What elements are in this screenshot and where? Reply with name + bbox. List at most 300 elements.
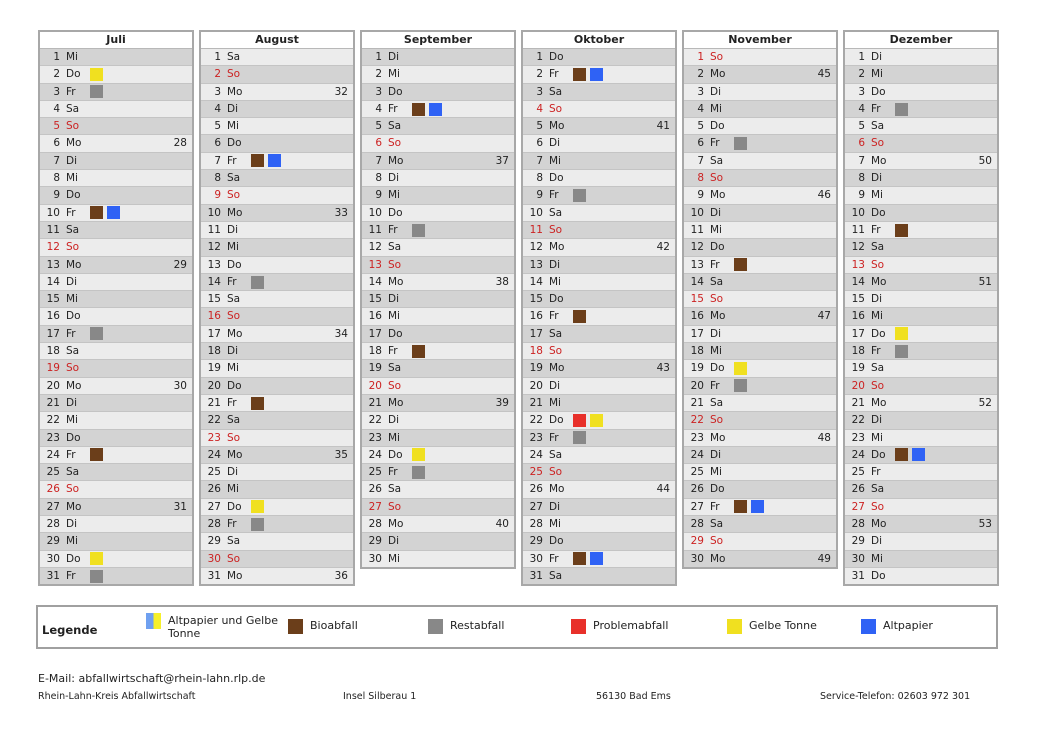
week-number: 45 <box>817 68 831 81</box>
day-row <box>201 343 353 360</box>
day-number: 25 <box>368 466 382 479</box>
day-row <box>40 222 192 239</box>
day-row <box>201 101 353 118</box>
day-row <box>40 135 192 152</box>
day-row <box>684 153 836 170</box>
weekday: Mo <box>388 154 404 167</box>
day-number: 12 <box>529 241 543 254</box>
week-number: 42 <box>656 241 670 254</box>
day-number: 17 <box>207 327 221 340</box>
day-number: 18 <box>368 345 382 358</box>
bio-marker-icon <box>573 310 586 323</box>
legend <box>36 605 998 649</box>
day-number: 27 <box>368 500 382 513</box>
weekday: Mi <box>871 431 883 444</box>
day-number: 3 <box>697 85 704 98</box>
day-row <box>684 516 836 533</box>
day-number: 26 <box>46 483 60 496</box>
day-number: 4 <box>53 102 60 115</box>
weekday: Mi <box>227 120 239 133</box>
weekday: Do <box>66 189 81 202</box>
day-number: 29 <box>851 535 865 548</box>
day-number: 4 <box>697 102 704 115</box>
weekday: Fr <box>710 379 720 392</box>
pickup-markers <box>734 137 747 150</box>
day-row <box>40 395 192 412</box>
day-row <box>40 447 192 464</box>
legend-label: Altpapier und Gelbe Tonne <box>168 614 278 640</box>
day-row <box>684 135 836 152</box>
day-number: 13 <box>46 258 60 271</box>
day-row <box>523 378 675 395</box>
rest-marker-icon <box>573 189 586 202</box>
weekday: Mi <box>66 51 78 63</box>
day-row <box>362 101 514 118</box>
day-row <box>523 499 675 516</box>
day-number: 11 <box>368 223 382 236</box>
pickup-markers <box>251 397 264 410</box>
legend-label: Gelbe Tonne <box>749 619 817 632</box>
day-number: 5 <box>375 120 382 133</box>
day-row <box>362 343 514 360</box>
day-number: 21 <box>690 396 704 409</box>
day-row <box>201 326 353 343</box>
day-number: 15 <box>851 293 865 306</box>
bio-marker-icon <box>251 397 264 410</box>
weekday: Mo <box>388 275 404 288</box>
day-row <box>40 118 192 135</box>
day-row <box>684 343 836 360</box>
weekday: Do <box>388 327 403 340</box>
day-row <box>845 412 997 429</box>
day-row <box>201 412 353 429</box>
weekday: Sa <box>549 206 563 219</box>
week-number: 43 <box>656 362 670 375</box>
day-number: 13 <box>368 258 382 271</box>
weekday: Fr <box>710 258 720 271</box>
day-row <box>40 308 192 325</box>
day-row <box>362 274 514 291</box>
weekday: Sa <box>66 102 80 115</box>
day-number: 4 <box>858 102 865 115</box>
bio-marker-icon <box>895 448 908 461</box>
weekday: Sa <box>227 535 241 548</box>
week-number: 47 <box>817 310 831 323</box>
day-number: 27 <box>851 500 865 513</box>
weekday: Mi <box>66 535 78 548</box>
day-row <box>201 551 353 568</box>
weekday: Do <box>871 569 886 582</box>
day-row <box>201 170 353 187</box>
day-row <box>684 291 836 308</box>
day-row <box>201 222 353 239</box>
weekday: Fr <box>871 102 881 115</box>
pickup-markers <box>90 552 103 565</box>
legend-item-gelbe-tonne <box>727 619 817 634</box>
pickup-markers <box>573 68 603 81</box>
day-row <box>523 326 675 343</box>
papier-marker-icon <box>590 552 603 565</box>
weekday: Mi <box>549 518 561 531</box>
brown-swatch-icon <box>288 619 303 634</box>
papier-marker-icon <box>268 154 281 167</box>
weekday: Mi <box>710 102 722 115</box>
day-number: 31 <box>46 569 60 582</box>
day-row <box>40 326 192 343</box>
day-row <box>201 533 353 550</box>
day-number: 23 <box>851 431 865 444</box>
weekday: Mi <box>549 154 561 167</box>
day-number: 17 <box>529 327 543 340</box>
day-row <box>845 447 997 464</box>
day-number: 6 <box>53 137 60 150</box>
day-number: 18 <box>207 345 221 358</box>
rest-marker-icon <box>90 85 103 98</box>
weekday: So <box>871 137 885 150</box>
weekday: Do <box>66 431 81 444</box>
day-row <box>845 308 997 325</box>
day-row <box>684 326 836 343</box>
day-number: 6 <box>214 137 221 150</box>
day-row <box>523 481 675 498</box>
day-number: 28 <box>851 518 865 531</box>
day-row <box>523 430 675 447</box>
bio-marker-icon <box>573 552 586 565</box>
pickup-markers <box>734 258 747 271</box>
day-number: 26 <box>851 483 865 496</box>
pickup-markers <box>412 466 425 479</box>
day-number: 3 <box>858 85 865 98</box>
day-number: 16 <box>46 310 60 323</box>
day-row <box>362 499 514 516</box>
week-number: 36 <box>334 569 348 582</box>
weekday: Mi <box>227 483 239 496</box>
week-number: 48 <box>817 431 831 444</box>
footer-street: Insel Silberau 1 <box>343 691 417 702</box>
day-number: 29 <box>368 535 382 548</box>
day-row <box>40 412 192 429</box>
weekday: Do <box>227 137 242 150</box>
rest-marker-icon <box>573 431 586 444</box>
day-number: 9 <box>53 189 60 202</box>
day-row <box>684 187 836 204</box>
day-row <box>201 187 353 204</box>
day-row <box>523 533 675 550</box>
day-number: 19 <box>207 362 221 375</box>
weekday: Mo <box>66 379 82 392</box>
day-number: 25 <box>690 466 704 479</box>
day-number: 27 <box>690 500 704 513</box>
weekday: Mi <box>388 189 400 202</box>
day-row <box>40 533 192 550</box>
day-row <box>40 551 192 568</box>
weekday: Mi <box>871 68 883 81</box>
weekday: Mi <box>66 293 78 306</box>
weekday: So <box>388 500 402 513</box>
weekday: Mo <box>710 310 726 323</box>
day-row <box>845 135 997 152</box>
weekday: So <box>549 102 563 115</box>
day-row <box>523 257 675 274</box>
day-row <box>40 257 192 274</box>
day-number: 25 <box>46 466 60 479</box>
day-number: 26 <box>690 483 704 496</box>
day-number: 30 <box>851 552 865 565</box>
day-number: 7 <box>214 154 221 167</box>
day-row <box>201 447 353 464</box>
day-row <box>523 395 675 412</box>
weekday: Do <box>549 51 564 63</box>
weekday: Sa <box>871 120 885 133</box>
weekday: Sa <box>871 483 885 496</box>
day-row <box>201 84 353 101</box>
week-number: 30 <box>173 379 187 392</box>
rest-marker-icon <box>412 224 425 237</box>
weekday: Di <box>871 51 883 63</box>
weekday: Mo <box>388 396 404 409</box>
weekday: Mi <box>710 223 722 236</box>
month-title: August <box>201 32 353 49</box>
pickup-markers <box>251 154 281 167</box>
weekday: Mo <box>871 154 887 167</box>
weekday: Mo <box>66 500 82 513</box>
weekday: Di <box>388 51 400 63</box>
weekday: Do <box>388 206 403 219</box>
day-row <box>523 516 675 533</box>
day-row <box>845 205 997 222</box>
red-swatch-icon <box>571 619 586 634</box>
day-number: 11 <box>46 223 60 236</box>
weekday: Sa <box>871 362 885 375</box>
week-number: 41 <box>656 120 670 133</box>
day-row <box>684 49 836 66</box>
day-row <box>362 222 514 239</box>
day-number: 29 <box>529 535 543 548</box>
day-row <box>362 257 514 274</box>
day-number: 10 <box>851 206 865 219</box>
day-row <box>684 170 836 187</box>
bio-marker-icon <box>251 154 264 167</box>
pickup-markers <box>90 206 120 219</box>
weekday: Mo <box>549 241 565 254</box>
day-row <box>201 378 353 395</box>
month-oktober <box>521 30 677 586</box>
day-row <box>362 378 514 395</box>
day-row <box>40 430 192 447</box>
day-number: 28 <box>207 518 221 531</box>
day-number: 11 <box>529 223 543 236</box>
day-number: 14 <box>207 275 221 288</box>
weekday: Fr <box>871 345 881 358</box>
weekday: So <box>66 241 80 254</box>
weekday: Sa <box>710 518 724 531</box>
day-number: 31 <box>207 569 221 582</box>
day-number: 13 <box>690 258 704 271</box>
day-row <box>684 430 836 447</box>
pickup-markers <box>895 224 908 237</box>
day-row <box>684 412 836 429</box>
weekday: So <box>871 500 885 513</box>
weekday: Mi <box>710 345 722 358</box>
gelb-marker-icon <box>90 68 103 81</box>
bio-marker-icon <box>573 68 586 81</box>
weekday: Mo <box>227 327 243 340</box>
month-title: Oktober <box>523 32 675 49</box>
weekday: Sa <box>227 414 241 427</box>
day-row <box>845 343 997 360</box>
weekday: Mi <box>227 362 239 375</box>
papier-marker-icon <box>751 500 764 513</box>
month-september <box>360 30 516 569</box>
yellow-swatch-icon <box>727 619 742 634</box>
day-row <box>40 49 192 66</box>
weekday: Mi <box>388 68 400 81</box>
day-number: 3 <box>53 85 60 98</box>
weekday: Mi <box>710 466 722 479</box>
split-swatch-icon <box>146 613 161 629</box>
day-row <box>40 568 192 584</box>
day-row <box>523 291 675 308</box>
month-title: Juli <box>40 32 192 49</box>
day-number: 11 <box>851 223 865 236</box>
week-number: 37 <box>495 154 509 167</box>
day-row <box>523 66 675 83</box>
day-row <box>684 222 836 239</box>
weekday: Fr <box>66 569 76 582</box>
day-row <box>845 395 997 412</box>
day-number: 10 <box>368 206 382 219</box>
pickup-markers <box>734 500 764 513</box>
day-number: 24 <box>851 448 865 461</box>
pickup-markers <box>895 448 925 461</box>
day-number: 8 <box>536 172 543 185</box>
pickup-markers <box>90 85 103 98</box>
day-row <box>523 49 675 66</box>
day-number: 10 <box>46 206 60 219</box>
day-row <box>684 464 836 481</box>
legend-title: Legende <box>42 623 98 637</box>
day-number: 23 <box>529 431 543 444</box>
day-number: 2 <box>214 68 221 81</box>
day-number: 7 <box>858 154 865 167</box>
weekday: Do <box>227 379 242 392</box>
weekday: Di <box>549 258 561 271</box>
day-number: 16 <box>207 310 221 323</box>
pickup-markers <box>573 189 586 202</box>
pickup-markers <box>895 103 908 116</box>
day-row <box>40 239 192 256</box>
day-number: 2 <box>53 68 60 81</box>
day-row <box>40 101 192 118</box>
day-number: 15 <box>46 293 60 306</box>
weekday: Do <box>227 500 242 513</box>
day-number: 15 <box>529 293 543 306</box>
day-number: 29 <box>690 535 704 548</box>
legend-item-restabfall <box>428 619 504 634</box>
day-row <box>362 533 514 550</box>
weekday: Di <box>549 137 561 150</box>
rest-marker-icon <box>90 327 103 340</box>
weekday: Mo <box>227 85 243 98</box>
day-number: 3 <box>536 85 543 98</box>
day-row <box>40 84 192 101</box>
day-number: 12 <box>690 241 704 254</box>
day-row <box>40 481 192 498</box>
day-number: 16 <box>529 310 543 323</box>
day-number: 2 <box>697 68 704 81</box>
weekday: Di <box>871 172 883 185</box>
weekday: Sa <box>871 241 885 254</box>
day-number: 14 <box>851 275 865 288</box>
day-number: 12 <box>851 241 865 254</box>
weekday: Mo <box>227 569 243 582</box>
day-number: 4 <box>536 102 543 115</box>
week-number: 49 <box>817 552 831 565</box>
week-number: 34 <box>334 327 348 340</box>
day-row <box>362 66 514 83</box>
weekday: Do <box>871 206 886 219</box>
day-number: 17 <box>46 327 60 340</box>
day-number: 7 <box>697 154 704 167</box>
day-number: 13 <box>529 258 543 271</box>
day-row <box>845 499 997 516</box>
day-number: 26 <box>368 483 382 496</box>
day-number: 20 <box>207 379 221 392</box>
day-row <box>362 430 514 447</box>
day-row <box>684 205 836 222</box>
weekday: Fr <box>227 396 237 409</box>
day-number: 20 <box>368 379 382 392</box>
day-number: 30 <box>368 552 382 565</box>
day-number: 19 <box>851 362 865 375</box>
legend-label: Restabfall <box>450 619 505 632</box>
day-number: 22 <box>851 414 865 427</box>
day-row <box>845 170 997 187</box>
day-row <box>684 118 836 135</box>
weekday: Do <box>66 552 81 565</box>
day-number: 23 <box>207 431 221 444</box>
month-november <box>682 30 838 569</box>
footer-phone: Service-Telefon: 02603 972 301 <box>820 691 971 702</box>
weekday: Mo <box>66 258 82 271</box>
day-number: 5 <box>858 120 865 133</box>
day-number: 1 <box>536 51 543 63</box>
day-number: 1 <box>697 51 704 63</box>
day-number: 14 <box>529 275 543 288</box>
weekday: Do <box>549 535 564 548</box>
day-row <box>845 326 997 343</box>
weekday: Mo <box>549 362 565 375</box>
day-row <box>362 135 514 152</box>
day-row <box>684 533 836 550</box>
day-row <box>362 395 514 412</box>
weekday: Do <box>871 448 886 461</box>
day-number: 18 <box>46 345 60 358</box>
day-row <box>362 447 514 464</box>
footer-email: E-Mail: abfallwirtschaft@rhein-lahn.rlp.de <box>38 672 266 685</box>
legend-item-altpapier-gelbe-tonne <box>146 614 296 640</box>
day-row <box>684 257 836 274</box>
weekday: Sa <box>227 293 241 306</box>
day-row <box>684 447 836 464</box>
day-row <box>362 84 514 101</box>
day-number: 12 <box>207 241 221 254</box>
gelb-marker-icon <box>734 362 747 375</box>
day-row <box>201 499 353 516</box>
day-row <box>201 308 353 325</box>
weekday: Sa <box>66 223 80 236</box>
bio-marker-icon <box>895 224 908 237</box>
